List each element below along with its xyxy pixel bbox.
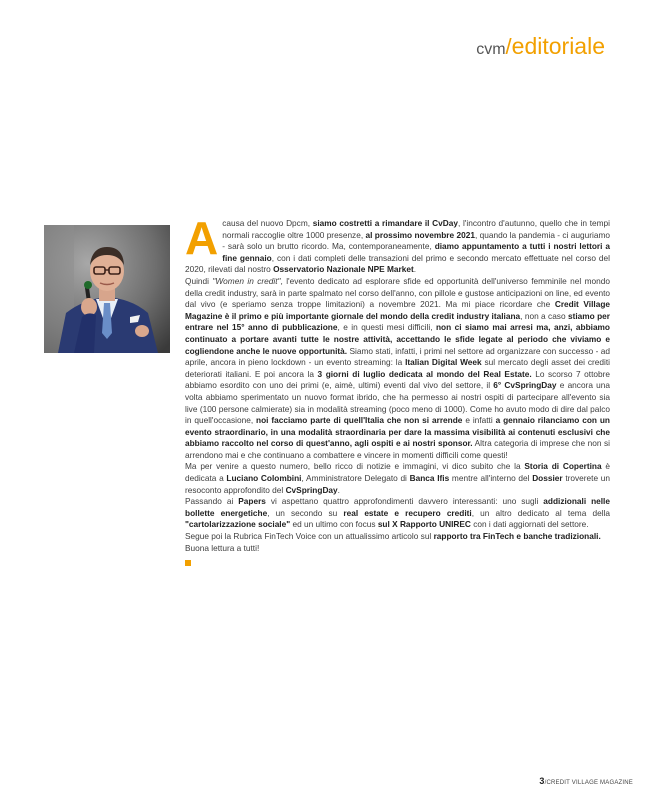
editorial-article	[185, 212, 611, 566]
bold-text: 6° CvSpringDay	[493, 380, 557, 391]
article-paragraph	[185, 543, 610, 555]
text-run: con i dati aggiornati del settore.	[470, 519, 589, 530]
header-slash: /	[505, 34, 512, 59]
bold-text: Osservatorio Nazionale NPE Market	[273, 264, 414, 275]
article-paragraph	[185, 212, 611, 276]
page-footer	[539, 776, 633, 786]
text-run: , con i dati completi delle transazioni del primo e secondo mercato effettuate nel corso del 2020, rilevati dal nostro	[185, 252, 610, 275]
bold-text: Credit Village Magazine è il primo e più importante giornale del mondo della credit industry italiana	[185, 299, 611, 321]
text-run: , un secondo su	[267, 507, 344, 518]
bold-text: Papers	[238, 496, 266, 507]
bold-text: Luciano Colombini	[226, 473, 302, 484]
header-section-title: editoriale	[511, 33, 605, 59]
text-run: .	[337, 484, 340, 495]
article-paragraph	[185, 276, 610, 462]
bold-text: noi facciamo parte di quell'Italia che non si arrende	[256, 415, 463, 426]
article-body	[185, 212, 611, 554]
text-run: , l'evento dedicato ad esplorare sfide ed opportunità dell'universo femminile nel mondo della credit industry, sarà in parte spalmato nel corso dell'anno, con pillole e gustose anticipazioni on line, ed evento dal vivo (e speriamo senza troppe limitazioni) a novembre 2021. Ma mi piace ricordare che	[185, 275, 610, 310]
bold-text: a gennaio rilanciamo con un evento straordinario, in una modalità straordinaria per dare la massima visibilità ai contenuti esclusivi che abbiamo raccolto nel corso di quest'anno, agli ospiti e ai nostri sponsor.	[185, 415, 610, 449]
text-run: , quando la pandemia - ci auguriamo - sarà solo un brutto ricordo. Ma, contemporaneamente,	[222, 229, 610, 252]
bold-text: diamo appuntamento a tutti i nostri lettori a fine gennaio	[222, 241, 611, 263]
text-run: Siamo stati, infatti, i primi nel settore ad organizzare con successo - ad aprile, ancora in pieno lockdown - un evento streaming: la	[185, 345, 610, 368]
bold-text: "cartolarizzazione sociale"	[185, 519, 291, 530]
bold-text: 3 giorni di luglio dedicata al mondo del Real Estate.	[317, 368, 532, 379]
header-prefix: cvm	[476, 41, 506, 58]
text-run: ed un ultimo con focus	[290, 519, 378, 530]
text-run: Quindi	[185, 275, 213, 286]
italic-text: "Women in credit"	[212, 275, 281, 286]
bold-text: Dossier	[532, 473, 563, 484]
text-run: Lo scorso 7 ottobre abbiamo esordito con uno dei primi (e, aimè, ultimi) eventi dal vivo del settore, il	[185, 368, 611, 391]
text-run: Buona lettura a tutti!	[185, 542, 260, 553]
text-run: Ma per venire a questo numero, bello ricco di notizie e immagini, vi dico subito che la	[185, 461, 525, 472]
bold-text: non ci siamo mai arresi ma, anzi, abbiamo continuato a portare avanti tutte le nostre attività, accettando le sfide legate al periodo che viviamo e cogliendone anche le nuove opportunità.	[185, 322, 611, 356]
text-run: , un altro dedicato al tema della	[471, 507, 610, 518]
bold-text: sul X Rapporto UNIREC	[377, 519, 471, 530]
text-run: e ancora una volta abbiamo sperimentato un nuovo format ibrido, che ha permesso ai nostri ospiti di partecipare all'evento sia live (100 persone calmierate) sia in modalità streaming (poco meno di 1000). Come ho avuto modo di dire dal palco in quell'occasione,	[185, 380, 610, 426]
section-header	[476, 34, 605, 62]
text-run: Altra categoria di imprese che non si arrendono mai e che continuano a combattere e vincere in momenti difficili come questi!	[185, 438, 610, 460]
text-run: troverete un resoconto approfondito del	[185, 473, 611, 495]
bold-text: Italian Digital Week	[405, 357, 482, 368]
text-run: , non a caso	[520, 310, 568, 321]
text-run: , l'incontro d'autunno, quello che in tempi normali raccoglie oltre 1000 presenze,	[222, 218, 611, 240]
text-run: sul mercato degli asset dei crediti deteriorati italiani. E poi ancora la	[185, 357, 610, 379]
text-run: Passando ai	[185, 496, 239, 507]
text-run: Segue poi la Rubrica FinTech Voice con un attualissimo articolo sul	[185, 531, 434, 542]
bold-text: rapporto tra FinTech e banche tradizionali.	[433, 531, 601, 542]
bold-text: al prossimo novembre 2021	[365, 229, 475, 240]
magazine-name: /CREDIT VILLAGE MAGAZINE	[544, 780, 633, 786]
text-run: causa del nuovo Dpcm,	[222, 218, 313, 228]
page-number: 3	[539, 776, 545, 786]
text-run: e infatti	[462, 415, 496, 426]
article-paragraph	[185, 496, 610, 531]
text-run: , Amministratore Delegato di	[301, 473, 410, 484]
bold-text: siamo costretti a rimandare il CvDay	[312, 218, 458, 228]
end-of-article-square	[185, 560, 191, 566]
article-paragraph	[185, 461, 610, 496]
bold-text: CvSpringDay	[285, 484, 338, 495]
bold-text: Storia di Copertina	[524, 461, 602, 472]
bold-text: real estate e recupero crediti	[343, 507, 472, 518]
text-run: vi aspettano quattro approfondimenti davvero interessanti: uno sugli	[265, 496, 544, 507]
author-photo-illustration	[44, 225, 170, 353]
text-run: , e in questi mesi difficili,	[337, 322, 436, 333]
text-run: è dedicata a	[185, 461, 611, 484]
bold-text: stiamo per entrare nel 15° anno di pubblicazione	[185, 310, 610, 333]
bold-text: addizionali nelle bollette energetiche	[185, 496, 610, 518]
bold-text: Banca Ifis	[409, 473, 450, 484]
article-paragraph	[185, 531, 610, 543]
author-photo	[44, 225, 170, 353]
drop-cap: A	[185, 212, 219, 264]
text-run: mentre all'interno del	[449, 473, 533, 484]
text-run: .	[413, 264, 417, 275]
